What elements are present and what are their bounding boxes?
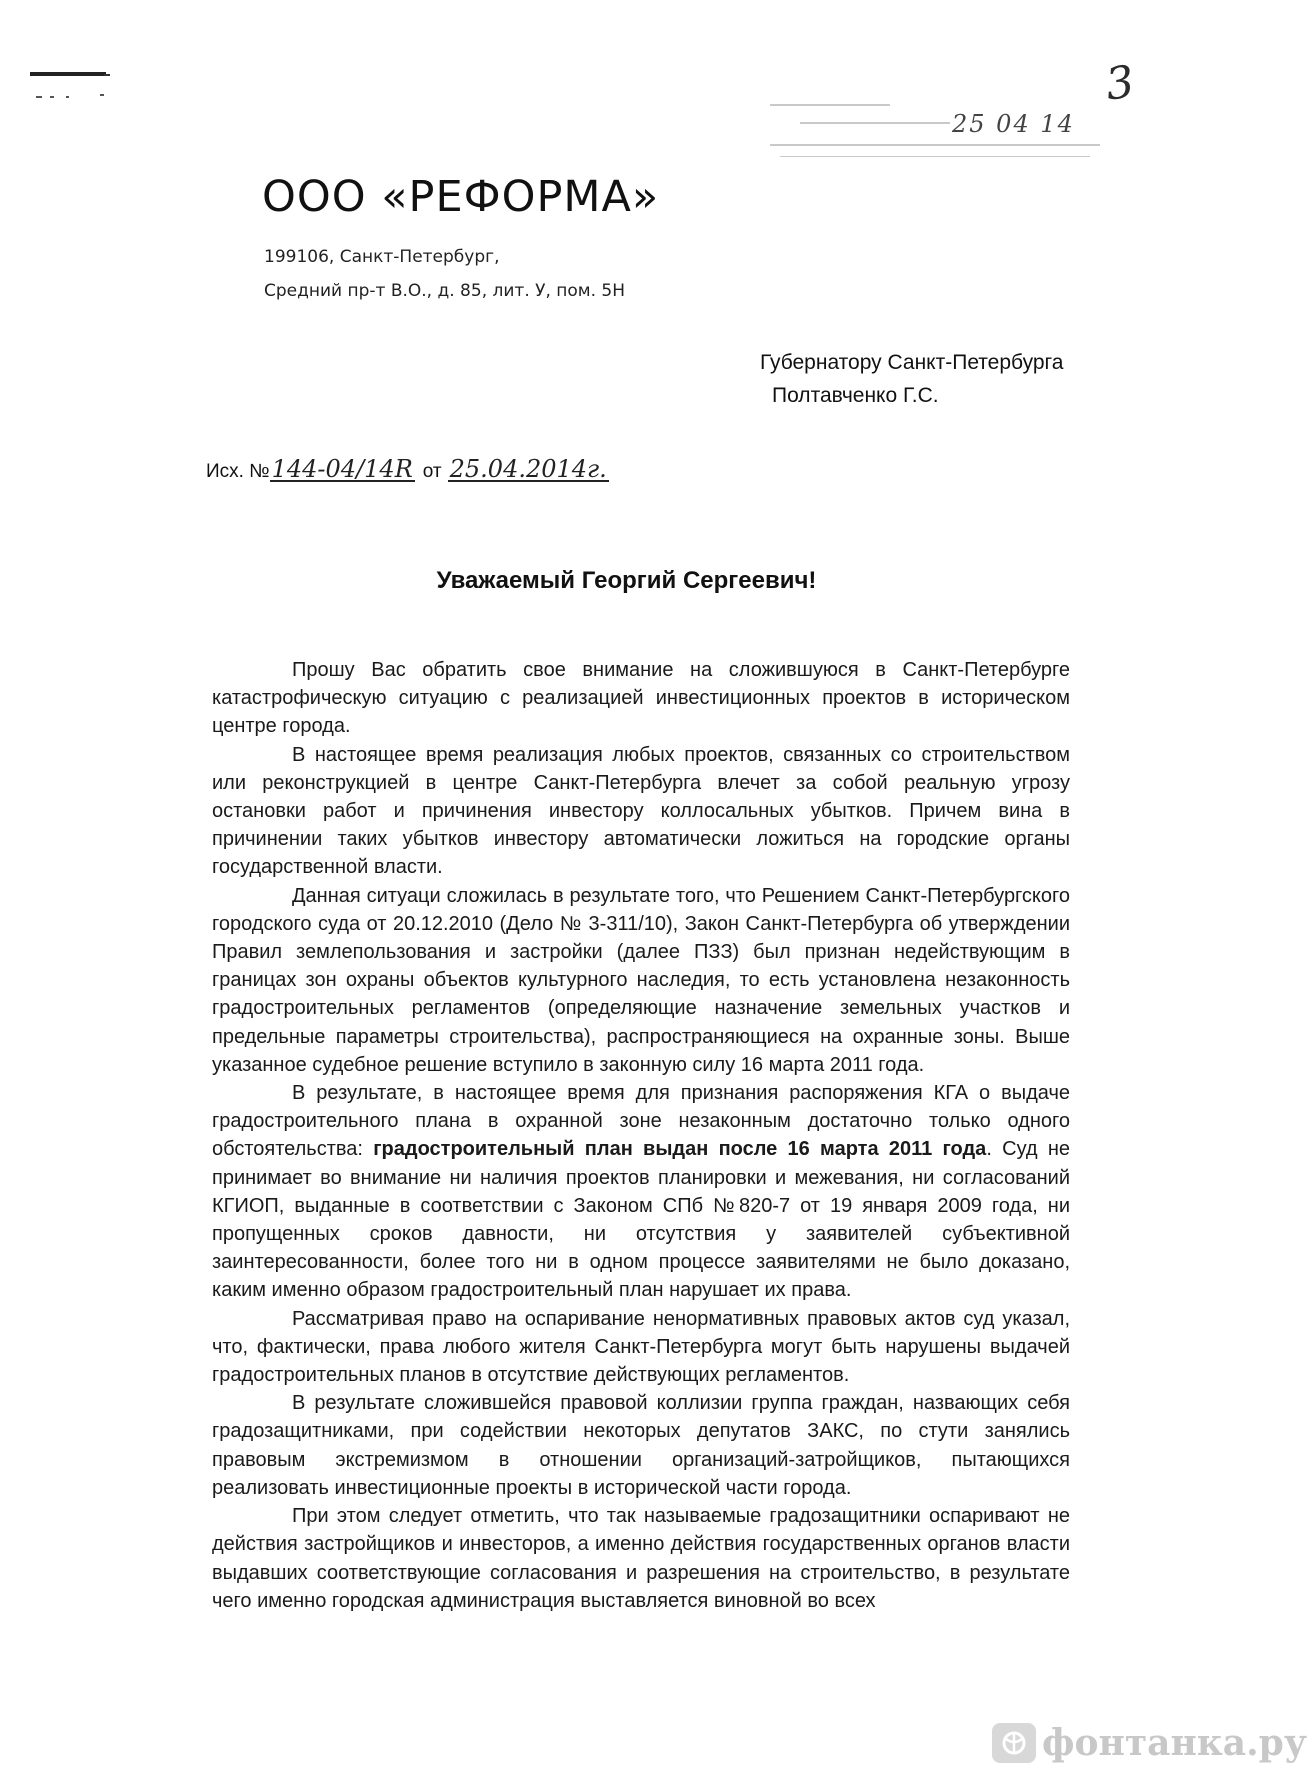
organization-name: ООО «РЕФОРМА»: [262, 172, 660, 222]
registration-stamp: [770, 92, 1110, 182]
watermark-text: фонтанка.ру: [1042, 1722, 1307, 1764]
scan-mark: [30, 72, 106, 76]
scan-mark: [104, 74, 110, 76]
paragraph: При этом следует отметить, что так называемые градозащитники оспаривают не действия застройщиков и инвесторов, а именно действия государственных органов власти выдавших соответствующие согласования и разрешения на строительство, в результате чего именно городская администрация выставляется виновной во всех: [212, 1505, 1070, 1612]
address-line-1: 199106, Санкт-Петербург,: [264, 247, 500, 267]
paragraph-emphasis: градостроительный план выдан после 16 марта 2011 года: [373, 1138, 987, 1161]
paragraph: [212, 1079, 1070, 1305]
watermark-logo: [992, 1722, 1307, 1764]
scan-noise: [36, 94, 106, 102]
paragraph-text: В результате, в настоящее время для признания распоряжения КГА о выдаче градостроительного плана в охранной зоне незаконным достаточно только одного обстоятельства:: [212, 1082, 1070, 1161]
salutation: Уважаемый Георгий Сергеевич!: [436, 567, 817, 594]
addressee-block: [760, 346, 1063, 412]
outgoing-reference: [206, 455, 609, 483]
address-line-2: Средний пр-т В.О., д. 85, лит. У, пом. 5Н: [264, 281, 626, 301]
outgoing-date: 25.04.2014г.: [449, 455, 607, 483]
addressee-title: Губернатору Санкт-Петербурга: [760, 351, 1064, 374]
paragraph: Прошу Вас обратить свое внимание на сложившуюся в Санкт-Петербурге катастрофическую ситуацию с реализацией инвестиционных проектов в историческом центре города.: [212, 659, 1070, 738]
outgoing-from-label: от: [422, 461, 442, 482]
handwritten-page-number: 3: [1102, 56, 1138, 111]
outgoing-prefix: Исх. №: [206, 461, 270, 482]
paragraph-text: . Суд не принимает во внимание ни наличия проектов планировки и межевания, ни согласований КГИОП, выданные в соответствии с Законом СПб №820-7 от 19 января 2009 года, ни пропущенных сроков давности, ни отсутствия у заявителей субъективной заинтересованности, более того ни в одном процессе заявителями не было доказано, каким именно образом градостроительный план нарушает их права.: [212, 1138, 1070, 1302]
paragraph: Рассматривая право на оспаривание ненормативных правовых актов суд указал, что, фактически, права любого жителя Санкт-Петербурга могут быть нарушены выдачей градостроительных планов в отсутствие действующих регламентов.: [212, 1307, 1070, 1387]
paragraph: В результате сложившейся правовой коллизии группа граждан, назвающих себя градозащитниками, при содействии некоторых депутатов ЗАКС, по стути занялись правовым экстремизмом в отношении организаций-затройщиков, пытающихся реализовать инвестиционные проекты в исторической части города.: [212, 1392, 1070, 1499]
stamp-date: 25 04 14: [952, 110, 1075, 138]
fontanka-logo-icon: [992, 1723, 1036, 1763]
paragraph: В настоящее время реализация любых проектов, связанных со строительством или реконструкцией в центре Санкт-Петербурга влечет за собой реальную угрозу остановки работ и причинения инвестору коллосальных убытков. Причем вина в причинении таких убытков инвестору автоматически ложиться на городские органы государственной власти.: [212, 743, 1070, 879]
letter-body: [212, 656, 1070, 1615]
addressee-name: Полтавченко Г.С.: [772, 384, 939, 407]
paragraph: Данная ситуаци сложилась в результате того, что Решением Санкт-Петербургского городского суда от 20.12.2010 (Дело № 3-311/10), Закон Санкт-Петербурга об утверждении Правил землепользования и застройки (далее ПЗЗ) был признан недействующим в границах зон охраны объектов культурного наследия, то есть установлена незаконность градостроительных регламентов (определяющие назначение земельных участков и предельные параметры строительства), распространяющиеся на охранные зоны. Выше указанное судебное решение вступило в законную силу 16 марта 2011 года.: [212, 884, 1070, 1076]
outgoing-number: 144-04/14R: [271, 455, 413, 483]
